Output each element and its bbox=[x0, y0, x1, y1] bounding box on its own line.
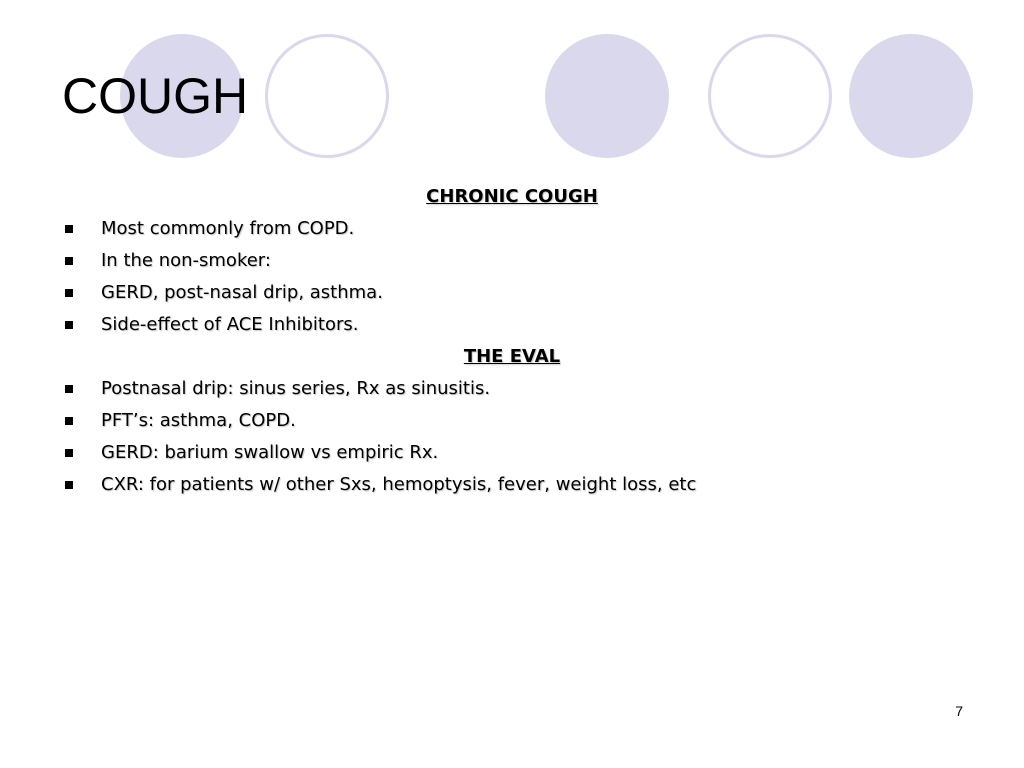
bullet-text: Side-effect of ACE Inhibitors. bbox=[101, 314, 359, 335]
square-bullet-icon bbox=[65, 289, 73, 297]
square-bullet-icon bbox=[65, 417, 73, 425]
bullet-text: In the non-smoker: bbox=[101, 250, 271, 271]
slide-content bbox=[62, 181, 962, 501]
square-bullet-icon bbox=[65, 481, 73, 489]
slide-number: 7 bbox=[955, 703, 963, 719]
square-bullet-icon bbox=[65, 321, 73, 329]
bullet-text: PFT’s: asthma, COPD. bbox=[101, 410, 296, 431]
square-bullet-icon bbox=[65, 449, 73, 457]
decorative-circle-filled bbox=[849, 34, 973, 158]
bullet-text: GERD, post-nasal drip, asthma. bbox=[101, 282, 383, 303]
decorative-circle-outline bbox=[265, 34, 389, 158]
bullet-item bbox=[62, 405, 962, 437]
bullet-text: Postnasal drip: sinus series, Rx as sinusitis. bbox=[101, 378, 491, 399]
bullet-text: Most commonly from COPD. bbox=[101, 218, 355, 239]
bullet-item bbox=[62, 437, 962, 469]
section-heading-the-eval: THE EVAL bbox=[463, 346, 561, 367]
square-bullet-icon bbox=[65, 257, 73, 265]
section-heading-chronic-cough: CHRONIC COUGH bbox=[426, 186, 598, 207]
bullet-text: GERD: barium swallow vs empiric Rx. bbox=[101, 442, 439, 463]
slide-title: COUGH bbox=[62, 68, 249, 124]
bullet-item bbox=[62, 309, 962, 341]
bullet-item bbox=[62, 373, 962, 405]
square-bullet-icon bbox=[65, 385, 73, 393]
bullet-text: CXR: for patients w/ other Sxs, hemoptysis, fever, weight loss, etc bbox=[101, 474, 697, 495]
bullet-item bbox=[62, 245, 962, 277]
bullet-item bbox=[62, 213, 962, 245]
bullet-item bbox=[62, 469, 962, 501]
bullet-item bbox=[62, 277, 962, 309]
decorative-circle-filled bbox=[545, 34, 669, 158]
decorative-circle-outline bbox=[708, 34, 832, 158]
square-bullet-icon bbox=[65, 225, 73, 233]
